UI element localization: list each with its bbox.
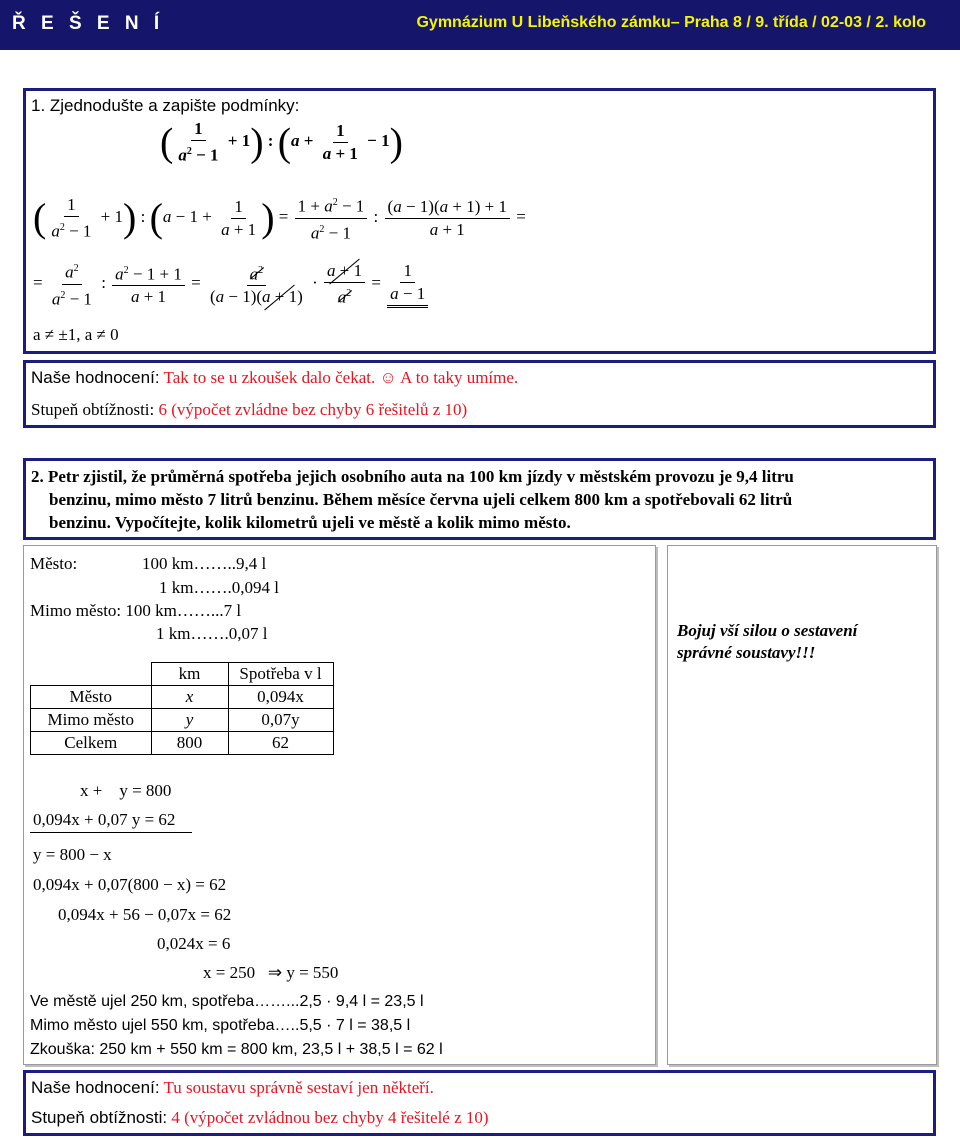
table-cell: y [151,709,228,732]
problem1-step2: = $\frac{a^2}{a^2 - 1}$ : $\frac{a^2 - 1 + 1}{a + 1}$ = $\frac{a^2}{(a - 1)(a + 1)}$ · $\frac{a + 1}{a^2}$ = $\frac{1}{a - 1}$ [33,258,430,310]
result-line-2: Mimo město ujel 550 km, spotřeba…..5,5 · 7 l = 38,5 l [30,1017,411,1034]
side-note: Bojuj vší silou o sestavení správné soustavy!!! [677,621,858,662]
table-row [31,732,334,755]
header-school: Gymnázium U Libeňského zámku– Praha 8 / 9. třída / 02-03 / 2. kolo [416,14,926,31]
equation-underline [30,832,192,833]
calc-line-4: 1 km…….0,07 l [156,624,268,643]
problem1-conditions: a ≠ ±1, a ≠ 0 [33,325,119,344]
difficulty-text: 4 (výpočet zvládnou bez chyby 4 řešitelé z 10) [171,1108,489,1127]
table-cell: 62 [228,732,333,755]
table-row [31,709,334,732]
table-header-cell [31,663,152,686]
table-header-row [31,663,334,686]
calc-line-3: Mimo město: 100 km……...7 l [30,601,242,620]
equation-4: 0,094x + 0,07(800 − x) = 62 [33,875,227,894]
result-line-1: Ve městě ujel 250 km, spotřeba……...2,5 · 9,4 l = 23,5 l [30,993,424,1010]
calc-line-2: 1 km…….0,094 l [159,578,279,597]
table-cell: Město [31,686,152,709]
table-cell: Celkem [31,732,152,755]
problem2-difficulty [31,1108,489,1128]
result-line-3: Zkouška: 250 km + 550 km = 800 km, 23,5 l + 38,5 l = 62 l [30,1041,443,1058]
table-cell: x [151,686,228,709]
problem1-expression: ( $\frac{1}{a^2 - 1}$ + 1) : (a + $\frac{1}{a + 1}$ − 1) [160,119,403,165]
rating-text: Tu soustavu správně sestaví jen někteří. [163,1078,434,1097]
data-table [30,662,334,755]
equation-3: y = 800 − x [33,845,112,864]
table-row [31,686,334,709]
problem2-prompt-line3: benzinu. Vypočítejte, kolik kilometrů ujeli ve městě a kolik mimo město. [49,513,571,532]
equation-7: x = 250 ⇒ y = 550 [203,963,339,982]
rating-label: Naše hodnocení: [31,1078,160,1097]
table-cell: 0,094x [228,686,333,709]
equation-1: x + y = 800 [80,781,172,800]
equation-6: 0,024x = 6 [157,934,231,953]
data-table-wrap [30,662,334,755]
difficulty-text: 6 (výpočet zvládne bez chyby 6 řešitelů z 10) [158,400,468,419]
problem2-prompt-line2: benzinu, mimo město 7 litrů benzinu. Během měsíce června ujeli celkem 800 km a spotřebovali 62 litrů [49,490,793,509]
problem1-step1: ( $\frac{1}{a^2 - 1}$ + 1) : (a − 1 + $\frac{1}{a + 1}$ ) = $\frac{1 + a^2 - 1}{a^2 - 1}$ : $\frac{(a - 1)(a + 1) + 1}{a + 1}$ = [33,192,526,244]
rating-label: Naše hodnocení: [31,368,160,387]
problem2-prompt-line1: 2. Petr zjistil, že průměrná spotřeba jejich osobního auta na 100 km jízdy v městském provozu je 9,4 litru [31,467,794,486]
table-header-cell: Spotřeba v l [228,663,333,686]
table-cell: 800 [151,732,228,755]
difficulty-label: Stupeň obtížnosti: [31,400,155,419]
table-cell: Mimo město [31,709,152,732]
problem1-prompt: 1. Zjednodušte a zapište podmínky: [31,96,300,115]
problem2-rating [31,1078,434,1098]
equation-5: 0,094x + 56 − 0,07x = 62 [58,905,232,924]
difficulty-label: Stupeň obtížnosti: [31,1108,168,1127]
table-cell: 0,07y [228,709,333,732]
calc-line-1 [30,554,267,574]
calc-city-100: 100 km……..9,4 l [142,554,267,573]
rating-text: Tak to se u zkoušek dalo čekat. ☺ A to taky umíme. [163,368,519,387]
equation-2: 0,094x + 0,07 y = 62 [33,810,176,829]
problem1-rating [31,368,518,388]
problem2-work-box [23,545,656,1065]
problem1-difficulty [31,400,467,420]
header-title: Ř E Š E N Í [12,13,165,34]
calc-label-city: Město: [30,554,78,573]
table-header-cell: km [151,663,228,686]
